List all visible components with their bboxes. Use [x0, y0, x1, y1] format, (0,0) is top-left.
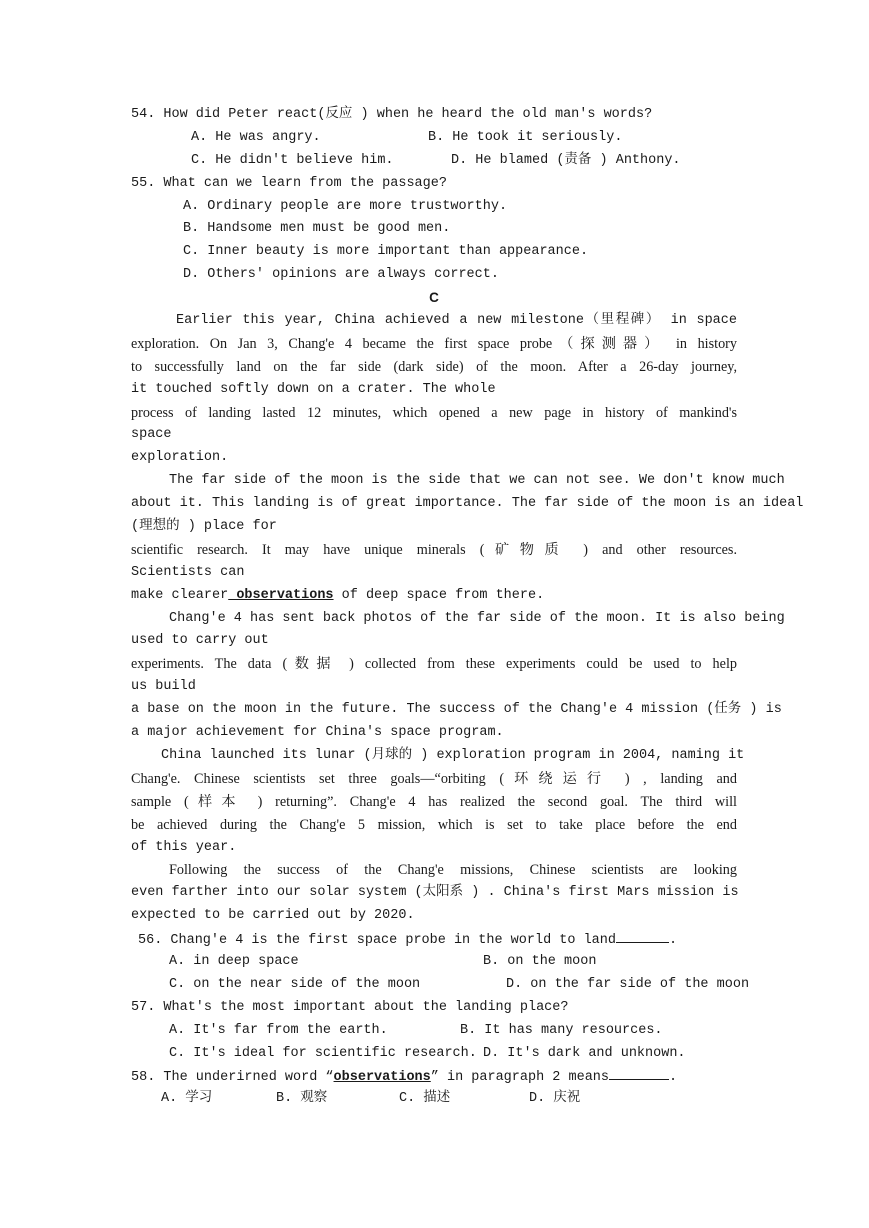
question-56-stem [131, 928, 737, 951]
passage-p5-line2: even farther into our solar system (太阳系 ) . China's first Mars mission is [131, 885, 739, 901]
question-56-stem-text: 56. Chang'e 4 is the first space probe in the world to land [138, 933, 616, 949]
question-55-option-d: D. Others' opinions are always correct. [183, 267, 499, 283]
question-54-option-c: C. He didn't believe him. [191, 152, 394, 168]
passage-p4-line3: sample (样本 ) returning”. Chang'e 4 has realized the second goal. The third will [131, 793, 737, 810]
question-55-option-c: C. Inner beauty is more important than appearance. [183, 244, 589, 260]
answer-blank [609, 1065, 669, 1080]
question-55-stem: 55. What can we learn from the passage? [131, 175, 447, 191]
passage-p1-line3: to successfully land on the far side (dark side) of the moon. After a 26-day journey, [131, 358, 737, 375]
question-58-stem-middle: ” in paragraph 2 means [430, 1070, 609, 1086]
question-57-stem: 57. What's the most important about the landing place? [131, 999, 569, 1015]
passage-p1-line6: space [131, 427, 172, 443]
question-55-option-b: B. Handsome men must be good men. [183, 221, 451, 237]
question-56-options-row1 [131, 951, 737, 974]
question-58-option-a: A. 学习 [161, 1091, 213, 1107]
exam-document [131, 104, 804, 1111]
passage-p1-line5: process of landing lasted 12 minutes, which opened a new page in history of mankind's [131, 404, 737, 421]
question-57-options-row1 [131, 1020, 737, 1043]
question-55-option-a: A. Ordinary people are more trustworthy. [183, 198, 508, 214]
question-58-options-row [131, 1088, 737, 1111]
question-58-underlined-word: observations [333, 1070, 431, 1086]
question-58-stem [131, 1065, 737, 1088]
question-54-stem: 54. How did Peter react(反应 ) when he heard the old man's words? [131, 107, 653, 122]
passage-p2-line5: Scientists can [131, 564, 245, 580]
underlined-word-observations: observations [228, 587, 334, 603]
question-58-option-c: C. 描述 [399, 1091, 451, 1107]
question-54-option-d: D. He blamed (责备 ) Anthony. [451, 152, 681, 168]
passage-p5-line3: expected to be carried out by 2020. [131, 908, 415, 924]
question-56-option-c: C. on the near side of the moon [169, 976, 421, 992]
question-57-option-b: B. It has many resources. [460, 1022, 663, 1038]
passage-p3-line5: a base on the moon in the future. The success of the Chang'e 4 mission (任务 ) is [131, 702, 782, 718]
passage-p2-line6-end: of deep space from there. [333, 587, 545, 603]
question-57-option-a: A. It's far from the earth. [169, 1022, 388, 1038]
passage-p1-line7: exploration. [131, 450, 229, 466]
passage-p1-line4: it touched softly down on a crater. The whole [131, 381, 496, 397]
question-58-option-b: B. 观察 [276, 1091, 328, 1107]
question-56-option-b: B. on the moon [483, 953, 597, 969]
passage-p1-line2: exploration. On Jan 3, Chang'e 4 became the first space probe（探测器） in history [131, 335, 737, 352]
answer-blank [616, 928, 669, 943]
question-58-option-d: D. 庆祝 [529, 1091, 581, 1107]
passage-p3-line4: us build [131, 679, 196, 695]
question-54-options-row1 [131, 127, 737, 150]
question-57-option-c: C. It's ideal for scientific research. [169, 1045, 477, 1061]
passage-p4-line4: be achieved during the Chang'e 5 mission, which is set to take place before the end [131, 816, 737, 833]
section-heading-c: C [429, 290, 439, 306]
passage-p3-line1: Chang'e 4 has sent back photos of the far side of the moon. It is also being [169, 610, 785, 626]
question-56-option-a: A. in deep space [169, 953, 299, 969]
passage-p4-line2: Chang'e. Chinese scientists set three goals—“orbiting (环绕运行 ) , landing and [131, 770, 737, 787]
passage-p4-line5: of this year. [131, 839, 237, 855]
passage-p2-line3: (理想的 ) place for [131, 519, 277, 535]
question-54-option-a: A. He was angry. [191, 129, 321, 145]
question-56-options-row2 [131, 974, 750, 997]
passage-p2-line6 [131, 585, 737, 608]
passage-p4-line1: China launched its lunar (月球的 ) exploration program in 2004, naming it [161, 747, 745, 763]
passage-p3-line2: used to carry out [131, 633, 269, 649]
passage-p1-line1: Earlier this year, China achieved a new milestone（里程碑） in space [176, 313, 737, 329]
passage-p2-line1: The far side of the moon is the side that we can not see. We don't know much [169, 473, 785, 489]
question-56-stem-end: . [668, 933, 678, 949]
passage-p3-line3: experiments. The data (数据 ) collected from these experiments could be used to help [131, 656, 737, 673]
passage-p5-line1: Following the success of the Chang'e missions, Chinese scientists are looking [169, 862, 737, 879]
passage-p2-line4: scientific research. It may have unique minerals (矿物质 ) and other resources. [131, 541, 737, 558]
passage-p2-line6-start: make clearer [131, 587, 229, 603]
question-54-option-b: B. He took it seriously. [428, 129, 623, 145]
question-57-option-d: D. It's dark and unknown. [483, 1045, 686, 1061]
passage-p3-line6: a major achievement for China's space program. [131, 725, 504, 741]
question-58-stem-end: . [669, 1070, 678, 1086]
question-54-options-row2 [131, 150, 737, 173]
question-57-options-row2 [131, 1043, 737, 1066]
question-58-stem-start: 58. The underirned word “ [131, 1070, 334, 1086]
passage-p2-line2: about it. This landing is of great importance. The far side of the moon is an ideal [131, 496, 804, 512]
question-56-option-d: D. on the far side of the moon [506, 976, 750, 992]
